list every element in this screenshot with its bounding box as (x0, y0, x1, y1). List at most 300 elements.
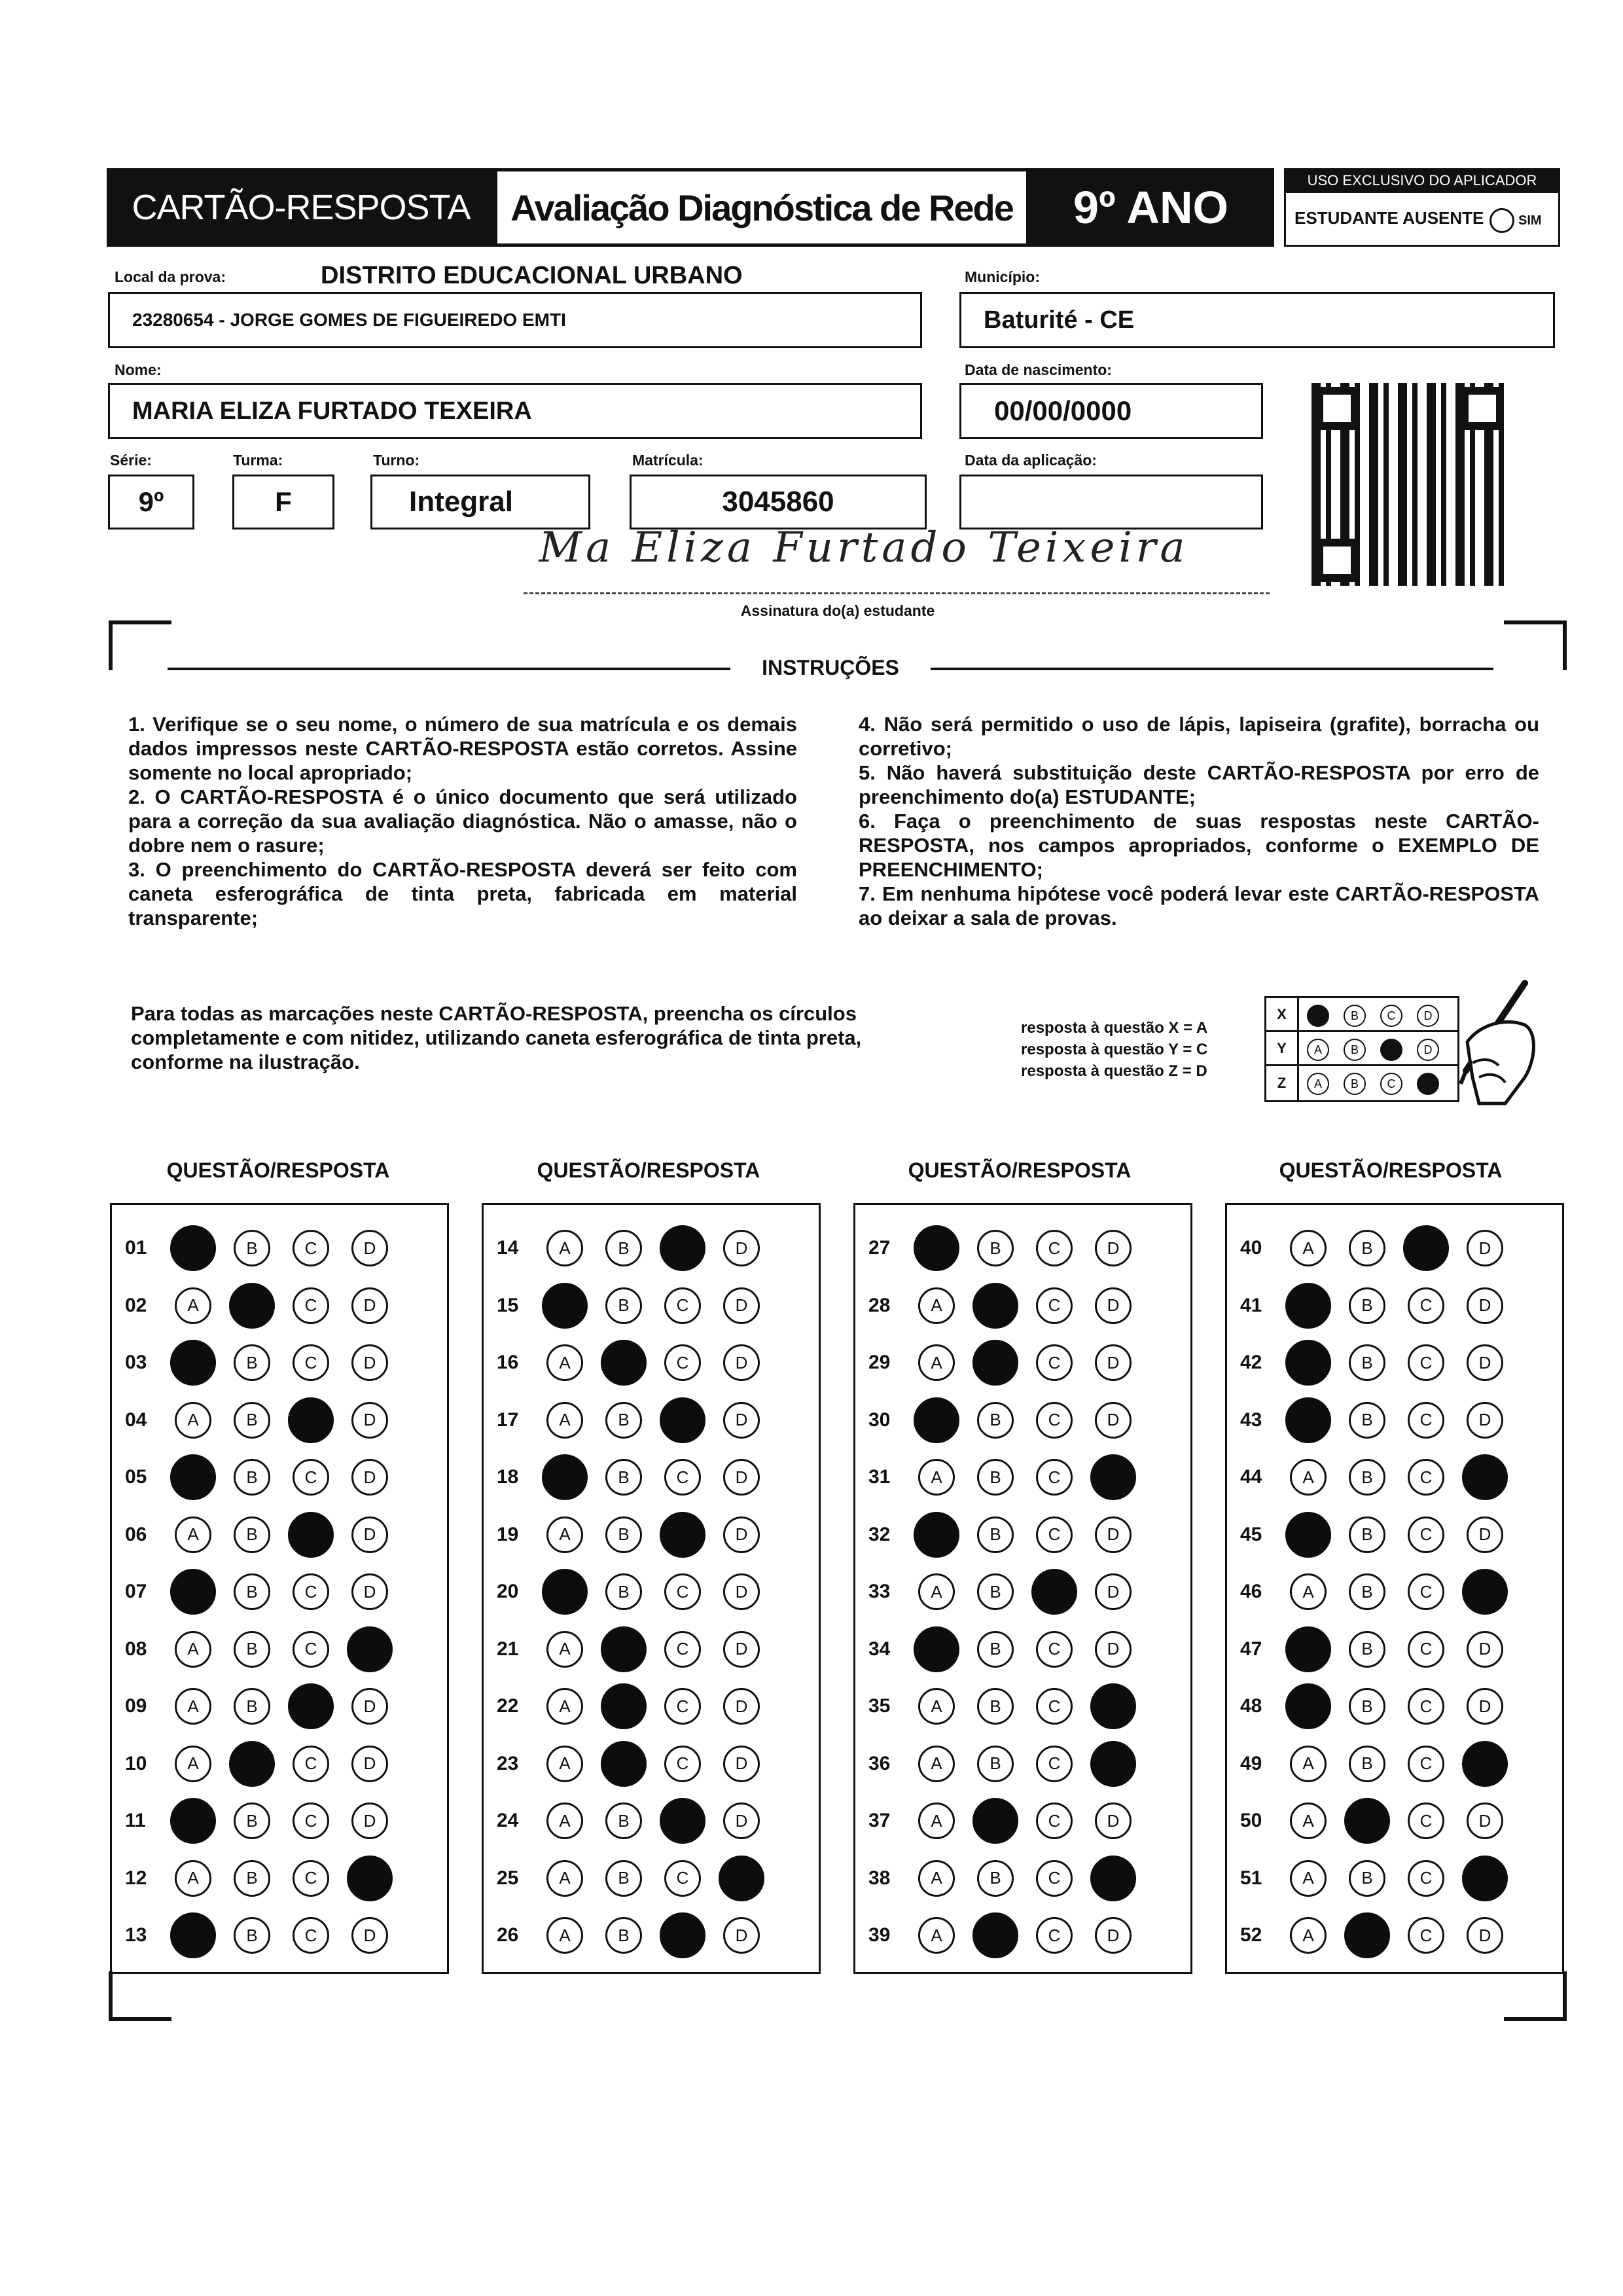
question-row (112, 1334, 447, 1391)
answer-bubble-a[interactable]: A (918, 1287, 955, 1324)
answer-bubble-a[interactable] (542, 1283, 588, 1329)
answer-bubble-b[interactable]: B (605, 1573, 642, 1610)
answer-bubble-d[interactable]: D (351, 1230, 388, 1266)
answer-bubble-a[interactable]: A (546, 1688, 583, 1725)
answer-bubble-a[interactable]: A (175, 1688, 211, 1725)
answer-bubble-b[interactable]: B (1349, 1459, 1385, 1496)
answer-bubble-d[interactable]: D (1095, 1573, 1132, 1610)
answer-bubble-d[interactable]: D (1467, 1688, 1503, 1725)
aplicacao-field (959, 475, 1263, 529)
absent-bubble[interactable] (1489, 208, 1514, 233)
answer-bubble-d[interactable]: D (1467, 1516, 1503, 1553)
answer-bubble-c[interactable] (660, 1512, 705, 1558)
answer-bubble-a[interactable]: A (546, 1803, 583, 1839)
question-number: 14 (497, 1237, 519, 1259)
instruction-item: 5. Não haverá substituição deste CARTÃO-RESPOSTA por erro de preenchimento do(a) ESTUDANTE; (859, 761, 1539, 808)
answer-bubble-b[interactable] (972, 1283, 1018, 1329)
answer-bubble-d[interactable]: D (1467, 1803, 1503, 1839)
answer-bubble-a[interactable]: A (175, 1746, 211, 1782)
instruction-item: 4. Não será permitido o uso de lápis, lapiseira (grafite), borracha ou corretivo; (859, 713, 1539, 760)
answer-bubble-b[interactable] (972, 1798, 1018, 1844)
answer-bubble-b[interactable]: B (605, 1917, 642, 1954)
answer-bubble-d[interactable]: D (723, 1516, 760, 1553)
question-row (1227, 1277, 1562, 1335)
answer-bubble-d[interactable]: D (723, 1573, 760, 1610)
answer-bubble-c[interactable]: C (1036, 1746, 1073, 1782)
answer-bubble-b[interactable] (601, 1683, 647, 1729)
example-legend (1021, 1017, 1207, 1082)
answer-bubble-d[interactable]: D (351, 1573, 388, 1610)
answer-bubble-d[interactable]: D (1095, 1516, 1132, 1553)
question-number: 34 (868, 1638, 891, 1660)
question-row (855, 1277, 1190, 1335)
question-row (484, 1850, 819, 1907)
answer-bubble-d[interactable]: D (351, 1917, 388, 1954)
question-number: 33 (868, 1581, 891, 1602)
answer-bubble-c[interactable] (288, 1512, 334, 1558)
answer-bubble-a[interactable] (914, 1225, 959, 1271)
answer-bubble-b[interactable]: B (605, 1860, 642, 1897)
answer-bubble-a[interactable]: A (918, 1459, 955, 1496)
question-number: 18 (497, 1466, 519, 1488)
answer-bubble-a[interactable]: A (546, 1402, 583, 1439)
answer-bubble-b[interactable] (601, 1741, 647, 1787)
answer-bubble-b[interactable] (229, 1283, 275, 1329)
answer-bubble-d[interactable]: D (1095, 1803, 1132, 1839)
answer-bubble-d[interactable]: D (351, 1344, 388, 1381)
answer-bubble-a[interactable]: A (918, 1344, 955, 1381)
answer-bubble-b[interactable]: B (605, 1459, 642, 1496)
answer-bubble-d[interactable]: D (1467, 1344, 1503, 1381)
answer-bubble-d[interactable]: D (351, 1803, 388, 1839)
question-row (1227, 1506, 1562, 1564)
answer-bubble-c[interactable]: C (293, 1287, 329, 1324)
question-row (855, 1735, 1190, 1793)
answer-bubble-b[interactable]: B (977, 1688, 1014, 1725)
question-number: 32 (868, 1523, 891, 1545)
answer-bubble-b[interactable]: B (234, 1631, 270, 1668)
answer-bubble-c[interactable]: C (1408, 1344, 1444, 1381)
answer-bubble-a[interactable] (1285, 1397, 1331, 1443)
answer-bubble-d[interactable]: D (351, 1287, 388, 1324)
answer-bubble-b[interactable]: B (977, 1402, 1014, 1439)
answer-bubble-c[interactable]: C (664, 1860, 701, 1897)
answer-bubble-c[interactable]: C (293, 1917, 329, 1954)
answer-bubble-c[interactable]: C (1408, 1287, 1444, 1324)
answer-bubble-b[interactable]: B (605, 1402, 642, 1439)
answer-bubble-b[interactable]: B (234, 1803, 270, 1839)
answer-bubble-c[interactable]: C (664, 1746, 701, 1782)
answer-bubble-b[interactable] (1344, 1912, 1390, 1958)
matricula-field (630, 475, 927, 529)
answer-bubble-d[interactable] (1090, 1454, 1136, 1500)
answer-bubble-b[interactable]: B (234, 1688, 270, 1725)
exam-title: Avaliação Diagnóstica de Rede (497, 171, 1026, 243)
question-number: 23 (497, 1752, 519, 1774)
answer-bubble-b[interactable]: B (234, 1516, 270, 1553)
question-row (484, 1334, 819, 1391)
answer-bubble-b[interactable]: B (1349, 1402, 1385, 1439)
answer-bubble-b[interactable]: B (977, 1746, 1014, 1782)
turno-label: Turno: (373, 452, 420, 469)
answer-bubble-a[interactable] (914, 1397, 959, 1443)
answer-bubble-c[interactable]: C (664, 1573, 701, 1610)
answer-bubble-a[interactable]: A (1290, 1746, 1327, 1782)
question-row (112, 1391, 447, 1449)
answer-bubble-b[interactable]: B (1349, 1344, 1385, 1381)
answer-bubble-c[interactable]: C (664, 1287, 701, 1324)
answer-bubble-b[interactable] (229, 1741, 275, 1787)
answer-bubble-c[interactable]: C (1036, 1631, 1073, 1668)
answer-bubble-d[interactable]: D (723, 1688, 760, 1725)
answer-bubble-c[interactable]: C (1408, 1631, 1444, 1668)
example-legend-item: resposta à questão X = A (1021, 1019, 1208, 1037)
serie-field (108, 475, 194, 529)
answer-bubble-c[interactable]: C (1036, 1287, 1073, 1324)
nome-value: MARIA ELIZA FURTADO TEXEIRA (132, 397, 532, 425)
answer-bubble-a[interactable]: A (175, 1287, 211, 1324)
answer-bubble-a[interactable] (1285, 1683, 1331, 1729)
answer-bubble-a[interactable]: A (175, 1516, 211, 1553)
answer-bubble-a[interactable]: A (918, 1573, 955, 1610)
answer-bubble-a[interactable]: A (546, 1631, 583, 1668)
answer-bubble-b[interactable]: B (977, 1516, 1014, 1553)
answer-bubble-d[interactable]: D (351, 1688, 388, 1725)
answer-bubble-d[interactable]: D (351, 1746, 388, 1782)
question-row (112, 1792, 447, 1850)
instructions-left (128, 712, 797, 930)
answer-bubble-b[interactable]: B (234, 1230, 270, 1266)
answer-bubble-c[interactable]: C (1036, 1860, 1073, 1897)
qr-finder-top-right (1461, 387, 1504, 430)
card-title: CARTÃO-RESPOSTA (132, 188, 471, 227)
question-row (1227, 1677, 1562, 1735)
answer-bubble-d[interactable]: D (351, 1402, 388, 1439)
matricula-value: 3045860 (722, 486, 834, 518)
answer-bubble-a[interactable]: A (175, 1631, 211, 1668)
answer-bubble-a[interactable]: A (918, 1917, 955, 1954)
question-number: 03 (125, 1352, 147, 1373)
question-row (1227, 1792, 1562, 1850)
question-number: 13 (125, 1924, 147, 1946)
answer-bubble-c[interactable]: C (1408, 1746, 1444, 1782)
answer-bubble-a[interactable] (542, 1454, 588, 1500)
absent-yes-label: SIM (1518, 213, 1542, 228)
qr-finder-bottom-left (1315, 539, 1359, 582)
answer-bubble-c[interactable]: C (1408, 1459, 1444, 1496)
example-bubble-d: D (1417, 1005, 1439, 1027)
answer-bubble-b[interactable]: B (605, 1230, 642, 1266)
answer-bubble-d[interactable]: D (1095, 1917, 1132, 1954)
question-row (855, 1219, 1190, 1277)
question-row (112, 1506, 447, 1564)
answer-bubble-d[interactable]: D (1467, 1287, 1503, 1324)
answer-bubble-b[interactable]: B (1349, 1746, 1385, 1782)
answer-bubble-c[interactable]: C (664, 1459, 701, 1496)
question-number: 52 (1240, 1924, 1262, 1946)
answer-bubble-c[interactable]: C (293, 1230, 329, 1266)
answer-bubble-c[interactable] (1031, 1569, 1077, 1615)
answer-bubble-b[interactable]: B (1349, 1688, 1385, 1725)
signature-line (524, 592, 1270, 594)
aplicacao-label: Data da aplicação: (965, 452, 1097, 469)
answer-bubble-b[interactable] (972, 1340, 1018, 1386)
answer-bubble-c[interactable]: C (1036, 1688, 1073, 1725)
answer-bubble-c[interactable]: C (1036, 1516, 1073, 1553)
answer-bubble-b[interactable] (601, 1626, 647, 1672)
answer-bubble-b[interactable]: B (605, 1516, 642, 1553)
answer-bubble-b[interactable]: B (1349, 1516, 1385, 1553)
question-row (855, 1621, 1190, 1678)
question-row (855, 1391, 1190, 1449)
answer-bubble-a[interactable]: A (1290, 1230, 1327, 1266)
answer-bubble-d[interactable]: D (1467, 1402, 1503, 1439)
answer-bubble-d[interactable]: D (723, 1230, 760, 1266)
answer-bubble-c[interactable] (660, 1225, 705, 1271)
answer-bubble-a[interactable]: A (546, 1746, 583, 1782)
answer-bubble-b[interactable]: B (1349, 1287, 1385, 1324)
answer-bubble-a[interactable]: A (546, 1860, 583, 1897)
answer-bubble-a[interactable]: A (918, 1803, 955, 1839)
question-row (855, 1677, 1190, 1735)
question-row (855, 1850, 1190, 1907)
handwritten-signature: Ma Eliza Furtado Teixeira (539, 524, 1189, 572)
answer-bubble-a[interactable]: A (546, 1917, 583, 1954)
answer-bubble-c[interactable]: C (1408, 1803, 1444, 1839)
answer-bubble-d[interactable]: D (1467, 1631, 1503, 1668)
answer-bubble-d[interactable] (1090, 1683, 1136, 1729)
answer-bubble-b[interactable]: B (977, 1631, 1014, 1668)
answer-bubble-d[interactable] (1090, 1741, 1136, 1787)
answer-bubble-d[interactable] (719, 1856, 764, 1901)
example-bubble-c: C (1380, 1073, 1402, 1095)
answer-bubble-c[interactable] (288, 1397, 334, 1443)
answer-bubble-d[interactable]: D (723, 1746, 760, 1782)
answer-bubble-c[interactable] (660, 1397, 705, 1443)
answer-bubble-b[interactable]: B (605, 1287, 642, 1324)
answer-bubble-d[interactable]: D (723, 1803, 760, 1839)
question-number: 48 (1240, 1695, 1262, 1717)
answer-bubble-c[interactable]: C (293, 1344, 329, 1381)
answer-bubble-c[interactable]: C (293, 1803, 329, 1839)
answer-bubble-d[interactable] (347, 1626, 393, 1672)
answer-bubble-b[interactable]: B (1349, 1631, 1385, 1668)
question-row (855, 1448, 1190, 1506)
answer-bubble-a[interactable] (170, 1340, 216, 1386)
answer-bubble-b[interactable] (972, 1912, 1018, 1958)
answer-bubble-d[interactable] (1462, 1741, 1508, 1787)
answer-bubble-b[interactable]: B (977, 1459, 1014, 1496)
answer-bubble-c[interactable]: C (664, 1688, 701, 1725)
answer-bubble-d[interactable]: D (1467, 1917, 1503, 1954)
answer-bubble-b[interactable] (601, 1340, 647, 1386)
answer-bubble-a[interactable] (170, 1912, 216, 1958)
question-number: 06 (125, 1523, 147, 1545)
answer-bubble-c[interactable]: C (293, 1860, 329, 1897)
question-row (112, 1907, 447, 1964)
question-number: 01 (125, 1237, 147, 1259)
answer-bubble-a[interactable]: A (1290, 1917, 1327, 1954)
answer-bubble-d[interactable] (1462, 1569, 1508, 1615)
question-number: 15 (497, 1294, 519, 1316)
answer-bubble-b[interactable]: B (234, 1860, 270, 1897)
answer-bubble-c[interactable] (660, 1798, 705, 1844)
question-number: 41 (1240, 1294, 1262, 1316)
answer-bubble-d[interactable]: D (723, 1459, 760, 1496)
answer-bubble-a[interactable] (170, 1454, 216, 1500)
question-row (484, 1621, 819, 1678)
absent-label: ESTUDANTE AUSENTE (1294, 208, 1484, 228)
answer-bubble-a[interactable]: A (918, 1860, 955, 1897)
question-number: 40 (1240, 1237, 1262, 1259)
answer-bubble-d[interactable] (347, 1856, 393, 1901)
question-row (484, 1792, 819, 1850)
answer-bubble-d[interactable]: D (1095, 1287, 1132, 1324)
answer-bubble-d[interactable] (1462, 1454, 1508, 1500)
answer-bubble-b[interactable]: B (234, 1344, 270, 1381)
answer-bubble-c[interactable]: C (1408, 1688, 1444, 1725)
answer-bubble-a[interactable] (170, 1798, 216, 1844)
question-row (1227, 1621, 1562, 1678)
question-row (112, 1563, 447, 1621)
answer-bubble-c[interactable] (288, 1683, 334, 1729)
answer-bubble-c[interactable]: C (1036, 1230, 1073, 1266)
municipio-field (959, 292, 1555, 348)
answer-bubble-d[interactable] (1090, 1856, 1136, 1901)
turma-field (232, 475, 334, 529)
answer-bubble-a[interactable]: A (175, 1860, 211, 1897)
answer-bubble-b[interactable]: B (234, 1402, 270, 1439)
answer-bubble-c[interactable]: C (293, 1746, 329, 1782)
question-row (1227, 1907, 1562, 1964)
answer-bubble-a[interactable] (1285, 1626, 1331, 1672)
answer-bubble-b[interactable]: B (977, 1573, 1014, 1610)
answer-bubble-c[interactable]: C (293, 1459, 329, 1496)
answer-bubble-c[interactable] (660, 1912, 705, 1958)
answer-bubble-a[interactable] (170, 1225, 216, 1271)
answer-bubble-a[interactable] (914, 1512, 959, 1558)
answer-bubble-b[interactable]: B (1349, 1230, 1385, 1266)
question-number: 07 (125, 1581, 147, 1602)
answer-bubble-d[interactable]: D (723, 1344, 760, 1381)
answer-bubble-b[interactable]: B (234, 1459, 270, 1496)
answer-bubble-d[interactable]: D (1095, 1344, 1132, 1381)
question-row (484, 1506, 819, 1564)
answer-bubble-c[interactable]: C (293, 1573, 329, 1610)
answer-bubble-d[interactable]: D (723, 1287, 760, 1324)
answer-bubble-d[interactable]: D (351, 1459, 388, 1496)
answer-bubble-a[interactable]: A (1290, 1803, 1327, 1839)
answer-bubble-a[interactable]: A (546, 1516, 583, 1553)
example-bubble-b: B (1344, 1005, 1366, 1027)
answer-bubble-a[interactable]: A (918, 1746, 955, 1782)
answer-bubble-b[interactable]: B (1349, 1573, 1385, 1610)
answer-bubble-c[interactable]: C (1408, 1573, 1444, 1610)
answer-bubble-c[interactable]: C (1036, 1344, 1073, 1381)
answer-bubble-c[interactable]: C (293, 1631, 329, 1668)
answer-bubble-d[interactable]: D (1095, 1631, 1132, 1668)
answer-bubble-c[interactable]: C (1408, 1516, 1444, 1553)
example-legend-item: resposta à questão Z = D (1021, 1062, 1207, 1080)
answer-bubble-d[interactable]: D (1467, 1230, 1503, 1266)
question-row (855, 1334, 1190, 1391)
nascimento-value: 00/00/0000 (994, 395, 1132, 426)
question-number: 26 (497, 1924, 519, 1946)
nascimento-label: Data de nascimento: (965, 361, 1112, 378)
answer-bubble-b[interactable] (1344, 1798, 1390, 1844)
question-row (112, 1677, 447, 1735)
answer-bubble-c[interactable]: C (1408, 1917, 1444, 1954)
answer-bubble-a[interactable]: A (175, 1402, 211, 1439)
answer-bubble-d[interactable]: D (723, 1402, 760, 1439)
answer-bubble-d[interactable]: D (723, 1917, 760, 1954)
answer-bubble-b[interactable]: B (977, 1230, 1014, 1266)
answer-bubble-c[interactable] (1403, 1225, 1449, 1271)
answer-bubble-b[interactable]: B (605, 1803, 642, 1839)
answer-bubble-d[interactable]: D (351, 1516, 388, 1553)
answer-bubble-a[interactable] (542, 1569, 588, 1615)
question-number: 08 (125, 1638, 147, 1660)
answer-bubble-c[interactable]: C (1036, 1459, 1073, 1496)
answer-bubble-b[interactable]: B (1349, 1860, 1385, 1897)
answer-bubble-d[interactable]: D (1095, 1230, 1132, 1266)
question-row (1227, 1391, 1562, 1449)
answer-bubble-a[interactable]: A (918, 1688, 955, 1725)
question-number: 16 (497, 1352, 519, 1373)
answer-bubble-a[interactable]: A (1290, 1573, 1327, 1610)
answer-panel-1 (110, 1203, 449, 1974)
answer-bubble-c[interactable]: C (1036, 1803, 1073, 1839)
answer-bubble-c[interactable]: C (1408, 1860, 1444, 1897)
example-question-letter: X (1266, 998, 1299, 1030)
answer-bubble-c[interactable]: C (1408, 1402, 1444, 1439)
question-row (855, 1563, 1190, 1621)
answer-bubble-a[interactable]: A (546, 1230, 583, 1266)
answer-bubble-b[interactable]: B (234, 1917, 270, 1954)
answer-bubble-b[interactable]: B (977, 1860, 1014, 1897)
answer-bubble-a[interactable] (1285, 1512, 1331, 1558)
question-number: 25 (497, 1867, 519, 1889)
instruction-item: 2. O CARTÃO-RESPOSTA é o único documento que será utilizado para a correção da sua avaliação diagnóstica. Não o amasse, não o dobre nem o rasure; (128, 785, 797, 857)
question-number: 49 (1240, 1752, 1262, 1774)
answer-bubble-c[interactable]: C (664, 1344, 701, 1381)
question-row (1227, 1334, 1562, 1391)
answer-bubble-c[interactable]: C (1036, 1402, 1073, 1439)
question-number: 35 (868, 1695, 891, 1717)
question-row (484, 1448, 819, 1506)
question-number: 28 (868, 1294, 891, 1316)
answer-bubble-d[interactable]: D (723, 1631, 760, 1668)
answer-bubble-a[interactable] (914, 1626, 959, 1672)
answer-bubble-a[interactable]: A (546, 1344, 583, 1381)
answer-bubble-a[interactable] (1285, 1283, 1331, 1329)
question-row (112, 1277, 447, 1335)
answer-bubble-d[interactable]: D (1095, 1402, 1132, 1439)
question-number: 09 (125, 1695, 147, 1717)
answer-bubble-b[interactable]: B (234, 1573, 270, 1610)
applicator-heading: USO EXCLUSIVO DO APLICADOR (1284, 168, 1560, 193)
serie-value: 9º (138, 486, 164, 517)
answer-bubble-d[interactable] (1462, 1856, 1508, 1901)
example-bubble-d: D (1417, 1039, 1439, 1061)
answer-bubble-c[interactable]: C (1036, 1917, 1073, 1954)
answer-bubble-a[interactable]: A (1290, 1860, 1327, 1897)
answer-bubble-a[interactable] (170, 1569, 216, 1615)
answer-bubble-c[interactable]: C (664, 1631, 701, 1668)
answer-bubble-a[interactable]: A (1290, 1459, 1327, 1496)
answer-bubble-a[interactable] (1285, 1340, 1331, 1386)
question-row (1227, 1850, 1562, 1907)
